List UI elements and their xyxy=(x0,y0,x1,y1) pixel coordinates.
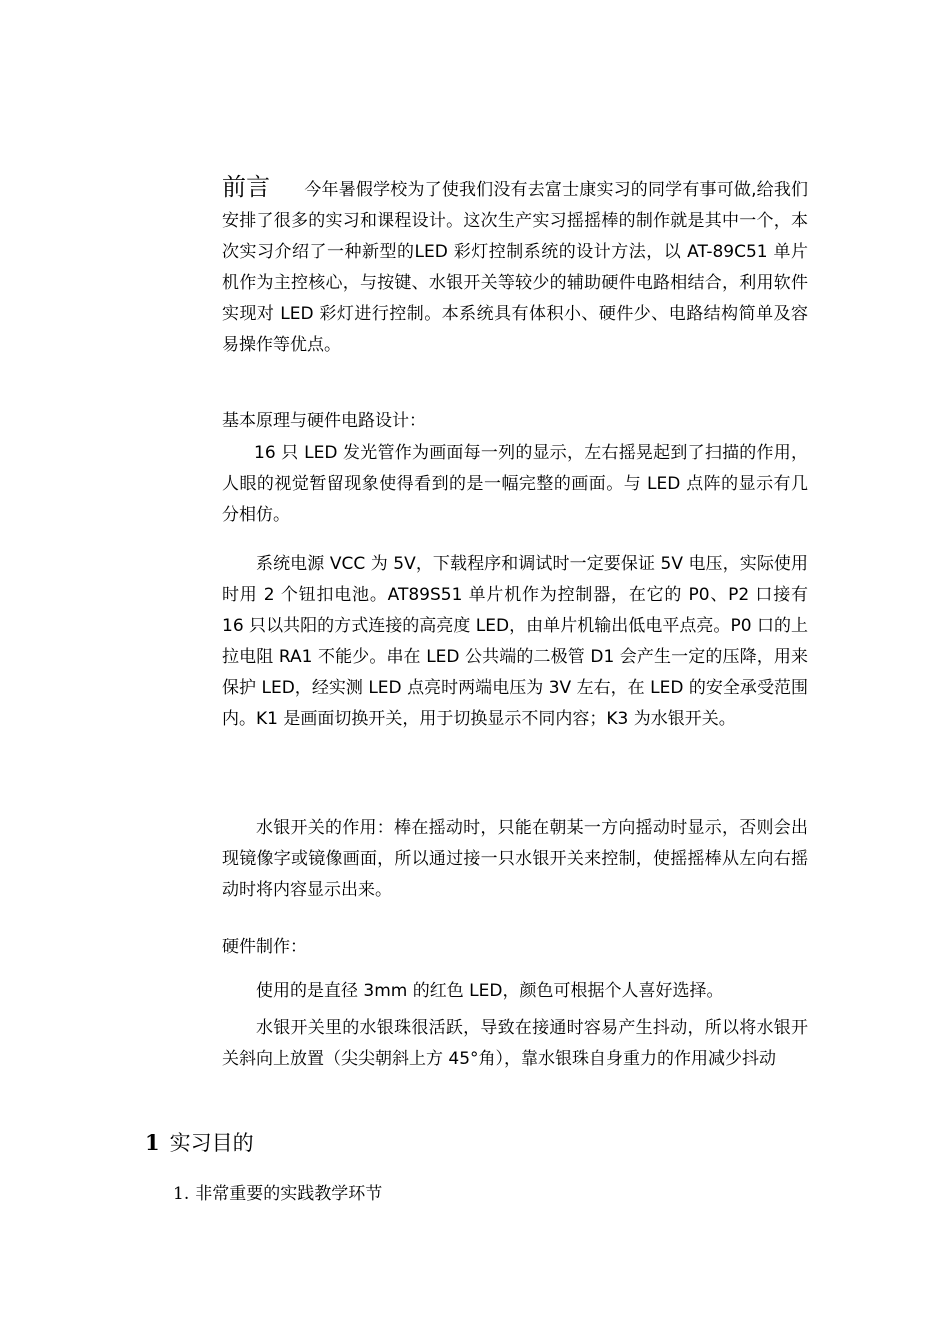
hardware-heading: 硬件制作： xyxy=(222,937,307,957)
hardware-paragraph-2: 水银开关里的水银珠很活跃，导致在接通时容易产生抖动，所以将水银开关斜向上放置（尖尖朝斜上方 45°角），靠水银珠自身重力的作用减少抖动 xyxy=(222,1018,808,1069)
intro-text: 今年暑假学校为了使我们没有去富士康实习的同学有事可做,给我们安排了很多的实习和课程设计。这次生产实习摇摇棒的制作就是其中一个，本次实习介绍了一种新型的LED 彩灯控制系统的设计方法，以 AT-89C51 单片机作为主控核心，与按键、水银开关等较少的辅助硬件电路相结合，利用软件实现对 LED 彩灯进行控制。本系统具有体积小、硬件少、电路结构简单及容易操作等优点。 xyxy=(222,180,809,355)
section-title-text: 实习目的 xyxy=(169,1131,254,1155)
list-item-text: 非常重要的实践教学环节 xyxy=(195,1184,383,1204)
principle-paragraph-1: 16 只 LED 发光管作为画面每一列的显示，左右摇晃起到了扫描的作用，人眼的视觉暂留现象使得看到的是一幅完整的画面。与 LED 点阵的显示有几分相仿。 xyxy=(222,443,808,525)
section-number: 1 xyxy=(145,1130,160,1155)
section-title xyxy=(145,1128,254,1158)
principle-paragraph-2: 系统电源 VCC 为 5V，下载程序和调试时一定要保证 5V 电压，实际使用时用 2 个钮扣电池。AT89S51 单片机作为控制器，在它的 P0、P2 口接有 16 只以共阳的方式连接的高亮度 LED，由单片机输出低电平点亮。P0 口的上拉电阻 RA1 不能少。串在 LED 公共端的二极管 D1 会产生一定的压降，用来保护 LED，经实测 LED 点亮时两端电压为 3V 左右，在 LED 的安全承受范围内。K1 是画面切换开关，用于切换显示不同内容；K3 为水银开关。 xyxy=(222,554,808,729)
list-item-number: 1. xyxy=(173,1184,190,1204)
hardware-paragraph-1: 使用的是直径 3mm 的红色 LED，颜色可根据个人喜好选择。 xyxy=(256,981,724,1001)
intro-title: 前言 xyxy=(222,173,271,201)
intro-paragraph xyxy=(222,172,808,361)
list-item xyxy=(173,1180,382,1208)
principle-heading: 基本原理与硬件电路设计： xyxy=(222,411,426,431)
principle-paragraph-3: 水银开关的作用：棒在摇动时，只能在朝某一方向摇动时显示，否则会出现镜像字或镜像画面，所以通过接一只水银开关来控制，使摇摇棒从左向右摇动时将内容显示出来。 xyxy=(222,818,808,900)
